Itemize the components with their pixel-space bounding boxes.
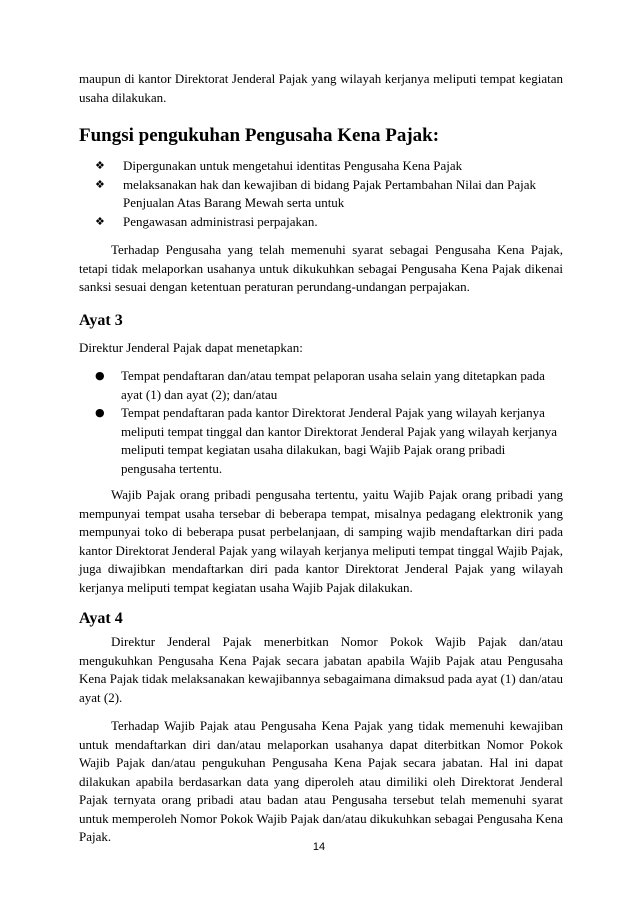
section-heading-fungsi: Fungsi pengukuhan Pengusaha Kena Pajak: [79,125,440,146]
list-item-text: Tempat pendaftaran dan/atau tempat pelaporan usaha selain yang ditetapkan pada ayat (1) dan ayat (2); dan/atau [121,368,545,402]
list-item-text: Tempat pendaftaran pada kantor Direktorat Jenderal Pajak yang wilayah kerjanya meliputi tempat tinggal dan kantor Direktorat Jenderal Pajak yang wilayah kerjanya meliputi tempat kegiatan usaha dilakukan, bagi Wajib Pajak orang pribadi pengusaha tertentu. [121,405,558,476]
list-item [95,157,563,176]
diamond-bullet-icon: ❖ [95,159,105,172]
round-bullet-icon: ● [95,369,105,382]
list-item [95,176,563,213]
list-item [89,367,563,404]
list-item [89,404,563,478]
diamond-bullet-icon: ❖ [95,177,105,191]
intro-paragraph: maupun di kantor Direktorat Jenderal Pajak yang wilayah kerjanya meliputi tempat kegiatan usaha dilakukan. [79,71,563,105]
ayat3-list [79,367,563,478]
ayat3-lead: Direktur Jenderal Pajak dapat menetapkan: [79,339,303,355]
ayat4-paragraph-2: Terhadap Wajib Pajak atau Pengusaha Kena Pajak yang tidak memenuhi kewajiban untuk mendaftarkan diri dan/atau melaporkan usahanya dapat diterbitkan Nomor Pokok Wajib Pajak dan/atau pengukuhan Pengusaha Kena Pajak secara jabatan. Hal ini dapat dilakukan apabila berdasarkan data yang diperoleh atau dimiliki oleh Direktorat Jenderal Pajak ternyata orang pribadi atau badan atau Pengusaha tersebut telah memenuhi syarat untuk memperoleh Nomor Pokok Wajib Pajak dan/atau dikukuhkan sebagai Pengusaha Kena Pajak. [79,718,563,844]
fungsi-paragraph: Terhadap Pengusaha yang telah memenuhi syarat sebagai Pengusaha Kena Pajak, tetapi tidak melaporkan usahanya untuk dikukuhkan sebagai Pengusaha Kena Pajak dikenai sanksi sesuai dengan ketentuan peraturan perundang-undangan perpajakan. [79,242,563,294]
fungsi-list [79,157,563,231]
heading-ayat-3: Ayat 3 [79,311,123,329]
diamond-bullet-icon: ❖ [95,214,105,228]
list-item-text: Pengawasan administrasi perpajakan. [123,213,318,229]
ayat4-paragraph-1: Direktur Jenderal Pajak menerbitkan Nomor Pokok Wajib Pajak dan/atau mengukuhkan Pengusaha Kena Pajak secara jabatan apabila Wajib Pajak atau Pengusaha Kena Pajak tidak melaksanakan kewajibannya sebagaimana dimaksud pada ayat (1) dan/atau ayat (2). [79,634,563,705]
ayat3-paragraph: Wajib Pajak orang pribadi pengusaha tertentu, yaitu Wajib Pajak orang pribadi yang mempunyai tempat usaha tersebar di beberapa tempat, misalnya pedagang elektronik yang mempunyai toko di beberapa pusat perbelanjaan, di samping wajib mendaftarkan diri pada kantor Direktorat Jenderal Pajak yang wilayah kerjanya meliputi tempat tinggal Wajib Pajak, juga diwajibkan mendaftarkan diri pada kantor Direktorat Jenderal Pajak yang wilayah kerjanya meliputi tempat kegiatan usaha Wajib Pajak dilakukan. [79,487,563,595]
document-page [79,70,563,847]
list-item-text: melaksanakan hak dan kewajiban di bidang Pajak Pertambahan Nilai dan Pajak Penjualan Atas Barang Mewah serta untuk [123,176,536,210]
page-number: 14 [312,841,326,853]
list-item [95,213,563,232]
round-bullet-icon: ● [95,406,105,419]
heading-ayat-4: Ayat 4 [79,610,123,627]
list-item-text: Dipergunakan untuk mengetahui identitas Pengusaha Kena Pajak [123,158,463,173]
